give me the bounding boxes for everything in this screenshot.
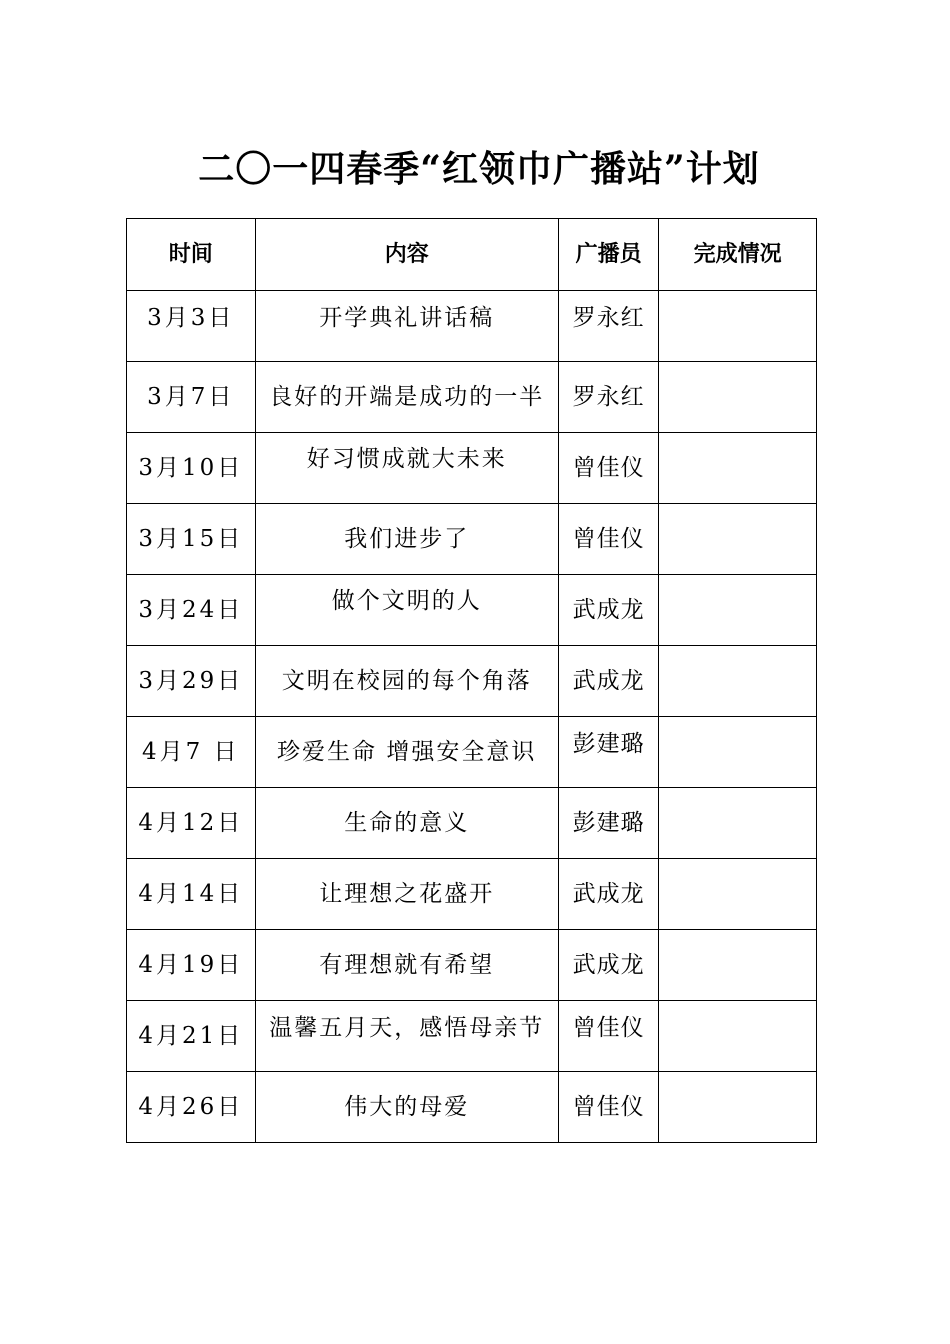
anchor-cell: 罗永红 [558, 291, 658, 362]
anchor-cell: 曾佳仪 [558, 1072, 658, 1143]
status-cell [659, 788, 817, 859]
anchor-cell: 武成龙 [558, 859, 658, 930]
content-cell: 良好的开端是成功的一半 [255, 362, 558, 433]
table-row [127, 575, 817, 646]
broadcast-plan-table [126, 218, 817, 1143]
anchor-cell: 曾佳仪 [558, 433, 658, 504]
date-cell: 3月15日 [127, 504, 256, 575]
status-cell [659, 362, 817, 433]
table-row [127, 1001, 817, 1072]
table-row [127, 291, 817, 362]
table-row [127, 504, 817, 575]
table-row [127, 717, 817, 788]
anchor-cell: 武成龙 [558, 930, 658, 1001]
anchor-cell: 曾佳仪 [558, 504, 658, 575]
status-cell [659, 930, 817, 1001]
status-cell [659, 859, 817, 930]
date-cell: 3月7日 [127, 362, 256, 433]
content-cell: 我们进步了 [255, 504, 558, 575]
header-content: 内容 [255, 219, 558, 291]
status-cell [659, 646, 817, 717]
table-row [127, 362, 817, 433]
anchor-cell: 武成龙 [558, 575, 658, 646]
page-title: 二〇一四春季“红领巾广播站”计划 [198, 148, 760, 190]
header-status: 完成情况 [659, 219, 817, 291]
anchor-cell: 罗永红 [558, 362, 658, 433]
date-cell: 4月19日 [127, 930, 256, 1001]
date-cell: 4月21日 [127, 1001, 256, 1072]
content-cell: 有理想就有希望 [255, 930, 558, 1001]
status-cell [659, 717, 817, 788]
header-date: 时间 [127, 219, 256, 291]
date-cell: 4月12日 [127, 788, 256, 859]
date-cell: 4月26日 [127, 1072, 256, 1143]
table-row [127, 788, 817, 859]
table-row [127, 1072, 817, 1143]
status-cell [659, 1072, 817, 1143]
header-anchor: 广播员 [558, 219, 658, 291]
content-cell: 温馨五月天，感悟母亲节 [255, 1001, 558, 1072]
date-cell: 3月3日 [127, 291, 256, 362]
anchor-cell: 彭建璐 [558, 788, 658, 859]
table-row [127, 859, 817, 930]
content-cell: 让理想之花盛开 [255, 859, 558, 930]
table-row [127, 930, 817, 1001]
content-cell: 伟大的母爱 [255, 1072, 558, 1143]
anchor-cell: 彭建璐 [558, 717, 658, 788]
anchor-cell: 武成龙 [558, 646, 658, 717]
status-cell [659, 1001, 817, 1072]
date-cell: 3月24日 [127, 575, 256, 646]
date-cell: 3月10日 [127, 433, 256, 504]
date-cell: 4月7 日 [127, 717, 256, 788]
date-cell: 3月29日 [127, 646, 256, 717]
content-cell: 生命的意义 [255, 788, 558, 859]
status-cell [659, 575, 817, 646]
status-cell [659, 504, 817, 575]
table-row [127, 433, 817, 504]
content-cell: 好习惯成就大未来 [255, 433, 558, 504]
content-cell: 做个文明的人 [255, 575, 558, 646]
header-row [127, 219, 817, 291]
date-cell: 4月14日 [127, 859, 256, 930]
table-row [127, 646, 817, 717]
status-cell [659, 433, 817, 504]
content-cell: 开学典礼讲话稿 [255, 291, 558, 362]
content-cell: 文明在校园的每个角落 [255, 646, 558, 717]
status-cell [659, 291, 817, 362]
content-cell: 珍爱生命 增强安全意识 [255, 717, 558, 788]
anchor-cell: 曾佳仪 [558, 1001, 658, 1072]
